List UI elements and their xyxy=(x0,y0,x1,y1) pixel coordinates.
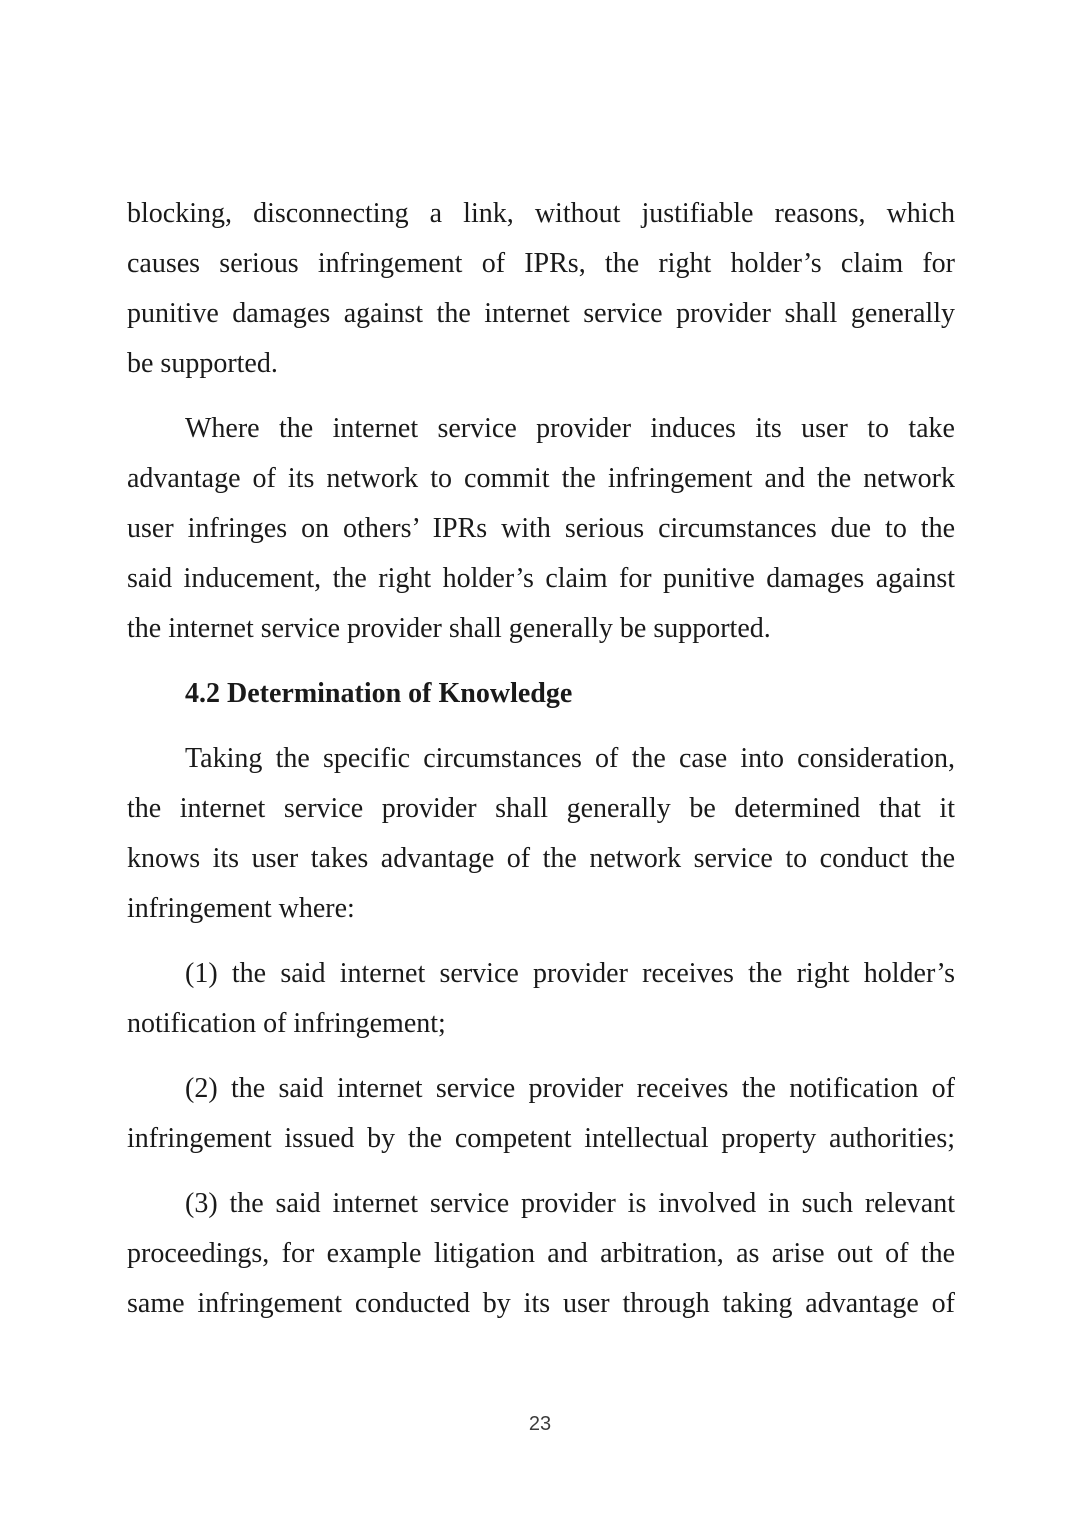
list-item-2 xyxy=(127,1064,955,1164)
text-line: (3) the said internet service provider is involved in such relevant xyxy=(185,1188,955,1219)
text-line: Taking the specific circumstances of the case into consideration, xyxy=(185,743,955,774)
page-number: 23 xyxy=(528,1413,552,1435)
page-footer xyxy=(0,1412,1080,1436)
text-line: (2) the said internet service provider receives the notification of xyxy=(185,1073,955,1104)
paragraph xyxy=(127,404,955,654)
text-line: Where the internet service provider induces its user to take xyxy=(185,413,955,444)
text-line: infringement where: xyxy=(127,893,355,924)
text-line: same infringement conducted by its user through taking advantage of xyxy=(127,1288,955,1319)
text-line: proceedings, for example litigation and arbitration, as arise out of the xyxy=(127,1238,955,1269)
text-line: infringement issued by the competent intellectual property authorities; xyxy=(127,1123,955,1154)
text-line: user infringes on others’ IPRs with serious circumstances due to the xyxy=(127,513,955,544)
paragraph xyxy=(127,734,955,934)
section-heading: 4.2 Determination of Knowledge xyxy=(185,678,573,709)
text-line: blocking, disconnecting a link, without justifiable reasons, which xyxy=(127,198,955,229)
text-line: be supported. xyxy=(127,348,278,379)
page-body xyxy=(127,189,955,1344)
list-item-1 xyxy=(127,949,955,1049)
text-line: (1) the said internet service provider receives the right holder’s xyxy=(185,958,955,989)
text-line: punitive damages against the internet service provider shall generally xyxy=(127,298,955,329)
paragraph-continuation xyxy=(127,189,955,389)
list-item-3 xyxy=(127,1179,955,1329)
text-line: the internet service provider shall generally be determined that it xyxy=(127,793,955,824)
text-line: causes serious infringement of IPRs, the right holder’s claim for xyxy=(127,248,955,279)
text-line: the internet service provider shall generally be supported. xyxy=(127,613,771,644)
text-line: knows its user takes advantage of the network service to conduct the xyxy=(127,843,955,874)
text-line: said inducement, the right holder’s claim for punitive damages against xyxy=(127,563,955,594)
text-line: advantage of its network to commit the infringement and the network xyxy=(127,463,955,494)
text-line: notification of infringement; xyxy=(127,1008,446,1039)
